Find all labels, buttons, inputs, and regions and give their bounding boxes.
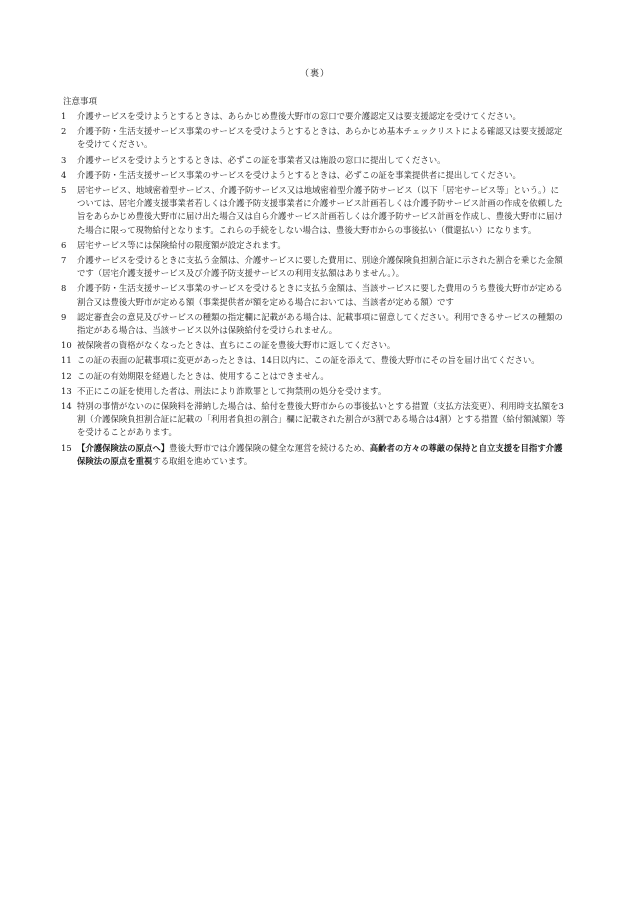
note-number: 10	[61, 340, 72, 351]
note-text: この証の有効期限を経過したときは、使用することはできません。	[77, 370, 329, 381]
note-bold-heading: 【介護保険法の原点へ】	[77, 442, 170, 453]
note-number: 1	[61, 111, 67, 121]
note-number: 6	[61, 239, 67, 250]
note-text	[77, 442, 567, 468]
note-text: 介護サービスを受けるときに支払う金額は、介護サービスに要した費用に、別途介護保険負担割合証に示された割合を乗じた金額です（居宅介護支援サービス及び介護予防支援サービスの利用支払額はありません。）。	[77, 255, 563, 279]
note-text: 介護予防・生活支援サービス事業のサービスを受けようとするときは、あらかじめ基本チェックリストによる確認又は要支援認定を受けてください。	[77, 126, 563, 150]
note-item-10	[61, 339, 567, 352]
note-text: 介護予防・生活支援サービス事業のサービスを受けようとするときは、必ずこの証を事業提供者に提出してください。	[77, 169, 521, 180]
note-number: 5	[61, 185, 67, 196]
note-item-13	[61, 385, 567, 398]
note-text: 居宅サービス、地域密着型サービス、介護予防サービス又は地域密着型介護予防サービス（以下「居宅サービス等」という。）については、居宅介護支援事業者若しくは介護予防支援事業者に介護サービス計画若しくは介護予防サービス計画の作成を依頼した旨をあらかじめ豊後大野市に届け出た場合又は自ら介護サービス計画若しくは介護予防サービス計画を作成し、豊後大野市に届けた場合に限って現物給付となります。これらの手続をしない場合は、豊後大野市からの事後払い（償還払い）になります。	[77, 185, 563, 235]
side-label: （裏）	[299, 69, 330, 79]
note-text: 介護サービスを受けようとするときは、必ずこの証を事業者又は施設の窓口に提出してください。	[77, 154, 446, 165]
note-item-4	[61, 169, 567, 182]
note-item-3	[61, 154, 567, 167]
note-number: 7	[61, 255, 67, 266]
note-number: 3	[61, 154, 67, 165]
note-number: 12	[61, 370, 72, 381]
note-bold-emphasis: 高齢者の方々の尊厳の保持と自立支援を目指す介護保険法の原点を重視	[77, 442, 563, 466]
note-item-8	[61, 282, 567, 308]
note-item-1	[61, 110, 567, 123]
note-text: 介護予防・生活支援サービス事業のサービスを受けるときに支払う金額は、当該サービスに要した費用のうち豊後大野市が定める割合又は豊後大野市が定める額（事業提供者が額を定める場合においては、当該者が定める額）です	[77, 283, 563, 307]
note-number: 15	[61, 442, 72, 453]
note-item-6	[61, 239, 567, 252]
note-text: 被保険者の資格がなくなったときは、直ちにこの証を豊後大野市に返してください。	[77, 340, 396, 351]
note-text-end: する取組を進めています。	[152, 455, 253, 466]
note-text-middle: 豊後大野市では介護保険の健全な運営を続けるため、	[169, 442, 370, 453]
note-item-15	[61, 442, 567, 468]
notes-list	[61, 110, 567, 470]
note-number: 11	[61, 355, 72, 366]
note-text: 認定審査会の意見及びサービスの種類の指定欄に記載がある場合は、記載事項に留意してください。利用できるサービスの種類の指定がある場合は、当該サービス以外は保険給付を受けられません。	[77, 311, 563, 336]
note-number: 8	[61, 283, 67, 294]
note-item-11	[61, 354, 567, 367]
note-item-7	[61, 254, 567, 280]
note-text: 不正にこの証を使用した者は、刑法により詐欺罪として拘禁刑の処分を受けます。	[77, 385, 387, 396]
note-item-12	[61, 370, 567, 383]
note-number: 4	[61, 169, 67, 180]
note-item-9	[61, 311, 567, 337]
note-number: 13	[61, 385, 72, 396]
note-text: この証の表面の記載事項に変更があったときは、14日以内に、この証を添えて、豊後大野市にその旨を届け出てください。	[77, 355, 540, 366]
note-text: 居宅サービス等には保険給付の限度額が設定されます。	[77, 239, 286, 250]
note-number: 14	[61, 401, 72, 412]
note-text: 特別の事情がないのに保険料を滞納した場合は、給付を豊後大野市からの事後払いとする措置（支払方法変更）、利用時支払額を3割（介護保険負担割合証に記載の「利用者負担の割合」欄に記載された割合が3割である場合は4割）とする措置（給付額減額）等を受けることがあります。	[77, 401, 566, 438]
notes-title: 注意事項	[63, 97, 98, 107]
note-text: 介護サービスを受けようとするときは、あらかじめ豊後大野市の窓口で要介護認定又は要支援認定を受けてください。	[77, 111, 521, 121]
note-item-2	[61, 125, 567, 151]
note-number: 2	[61, 126, 67, 137]
note-item-14	[61, 400, 567, 440]
note-number: 9	[61, 311, 67, 322]
note-item-5	[61, 184, 567, 237]
